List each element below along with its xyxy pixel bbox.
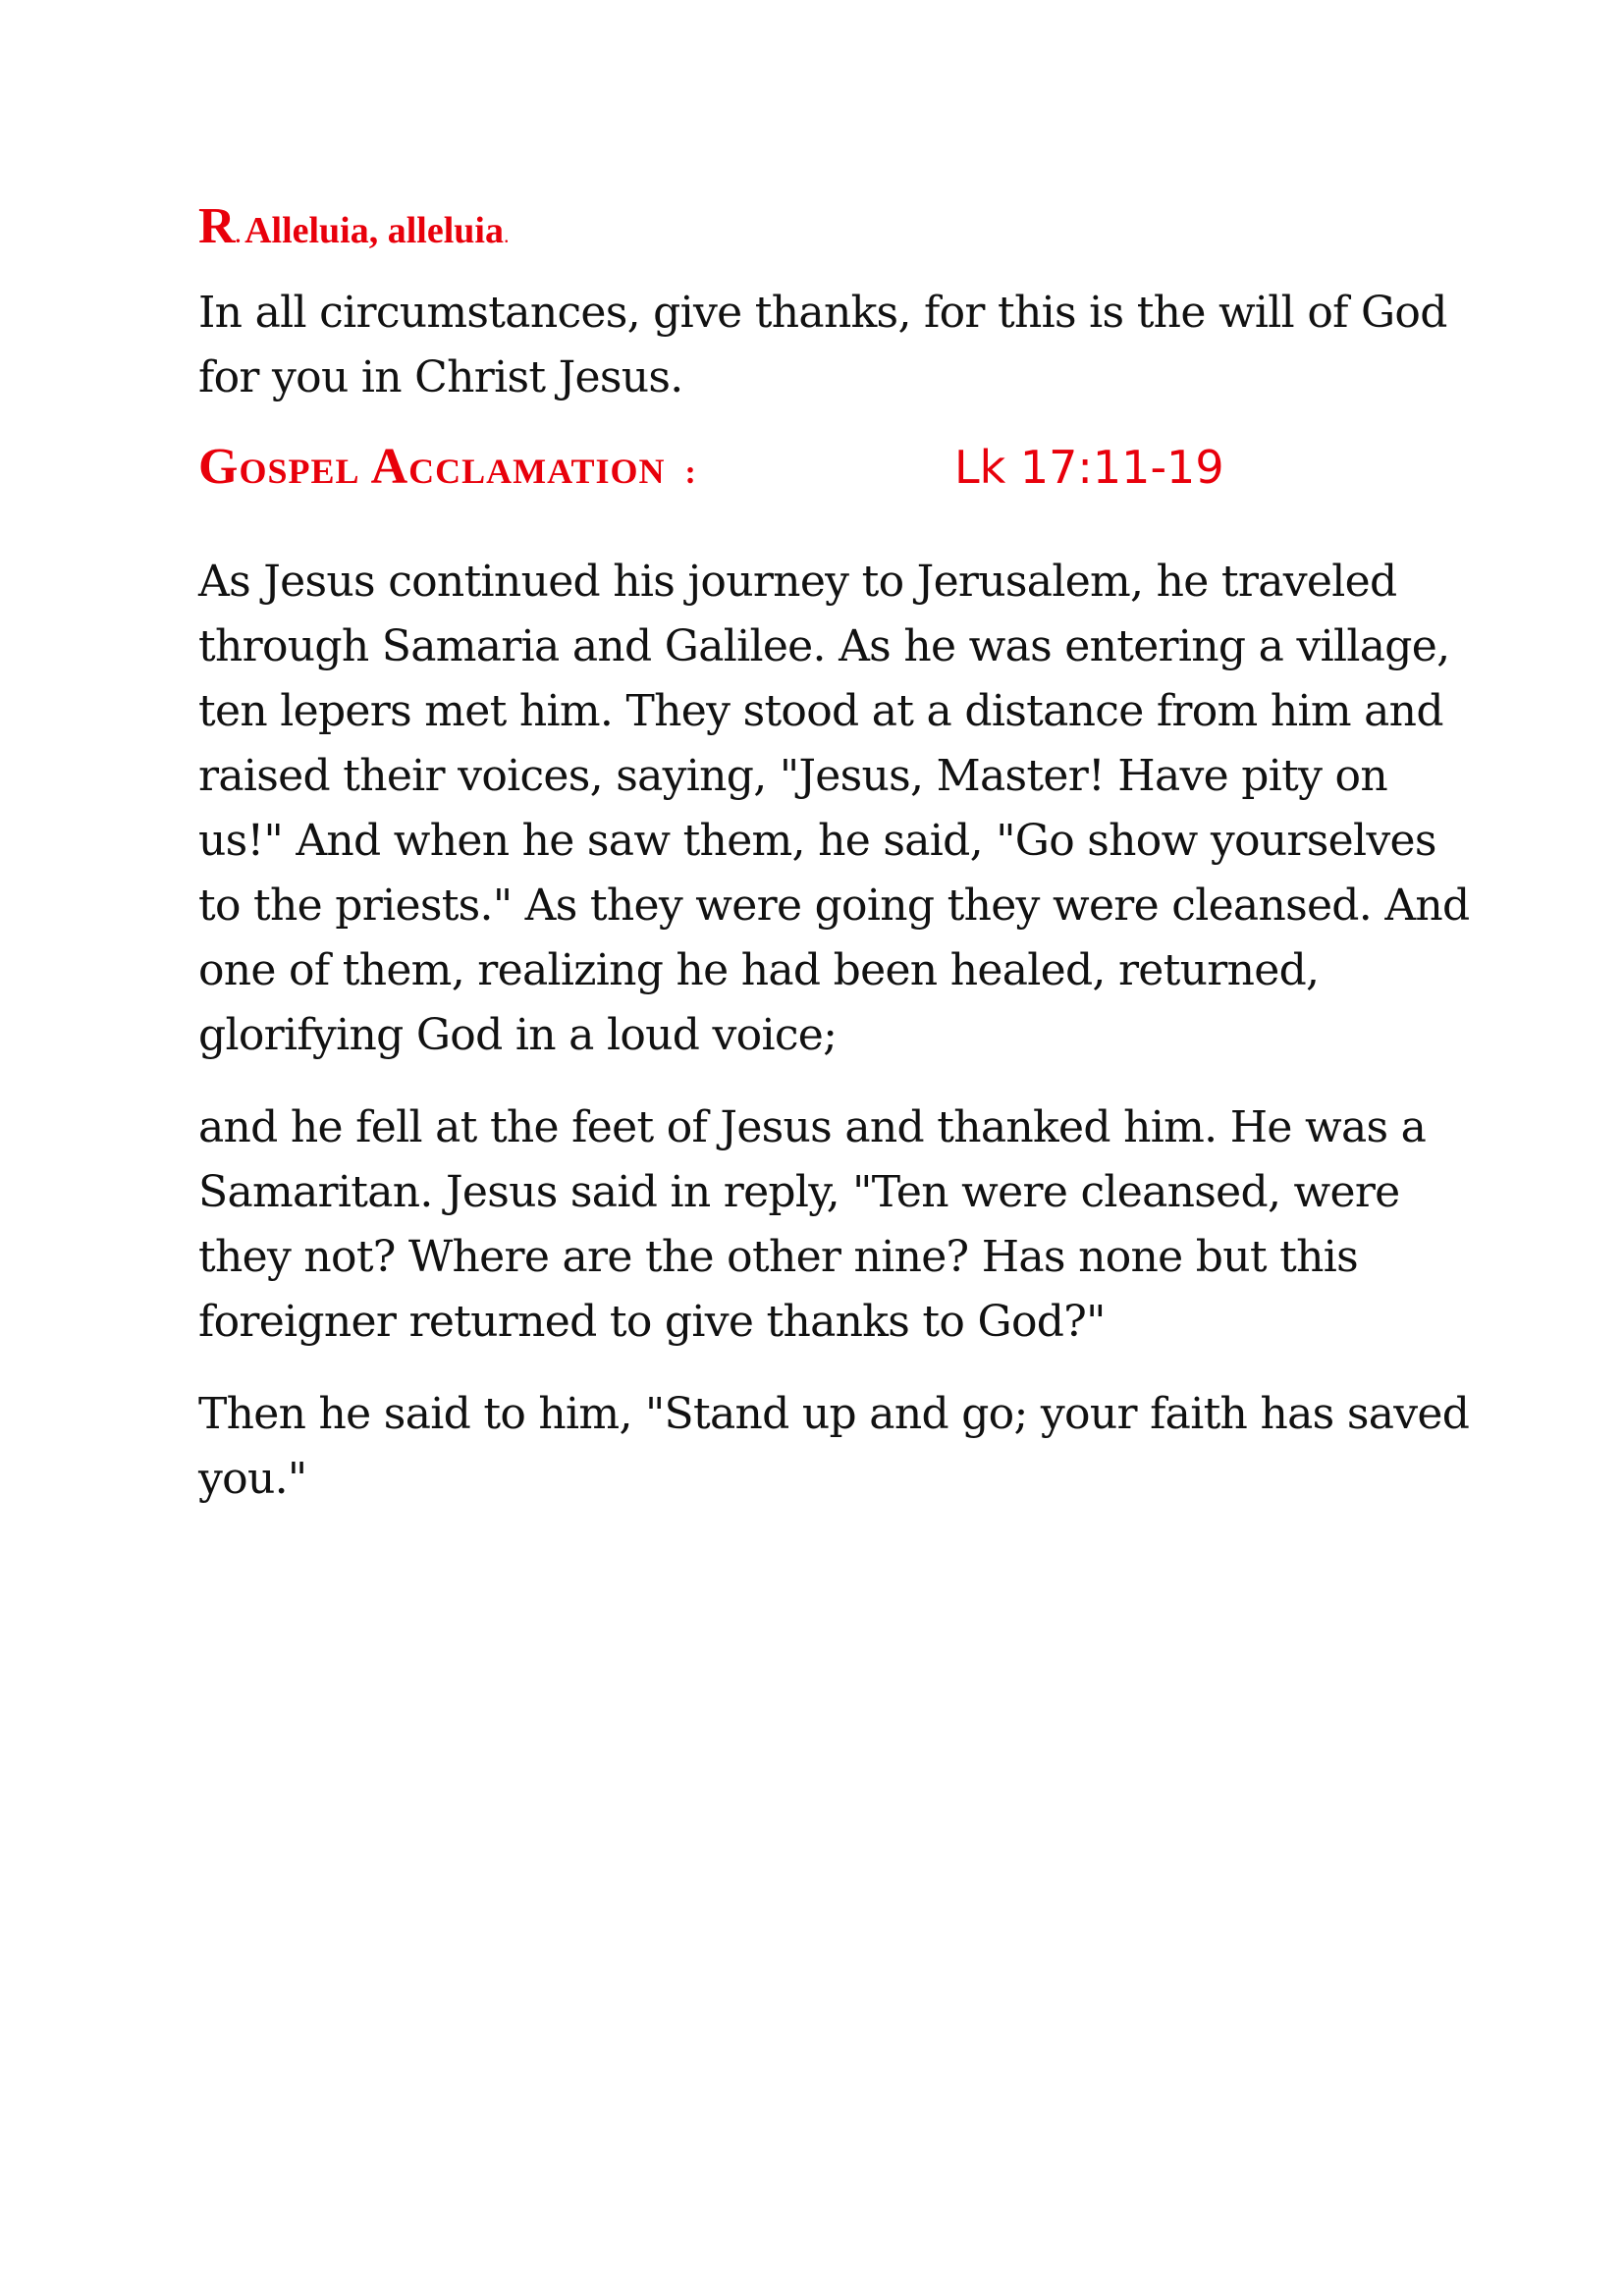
response-marker: R xyxy=(198,198,236,254)
gospel-paragraph: As Jesus continued his journey to Jerusalem, he traveled through Samaria and Galilee. As he was entering a village, ten lepers met him. They stood at a distance from him and raised their voices, saying, "Jesus, Master! Have pity on us!" And when he saw them, he said, "Go show yourselves to the priests." As they were going they were cleansed. And one of them, realizing he had been healed, returned, glorifying God in a loud voice; xyxy=(198,557,1470,1061)
response-marker-dot: . xyxy=(235,223,242,247)
acclamation-verse: In all circumstances, give thanks, for this is the will of God for you in Christ Jesus. xyxy=(198,288,1447,403)
heading-colon: : xyxy=(684,454,696,492)
section-heading xyxy=(198,438,1475,507)
scripture-reference: Lk 17:11-19 xyxy=(954,441,1224,495)
heading-title: Gospel Acclamation xyxy=(198,439,666,496)
gospel-paragraph: and he fell at the feet of Jesus and thanked him. He was a Samaritan. Jesus said in reply, "Ten were cleansed, were they not? Where are the other nine? Has none but this foreigner returned to give thanks to God?" xyxy=(198,1102,1427,1348)
response-tail-dot: . xyxy=(503,223,510,247)
response-text: Alleluia, alleluia xyxy=(244,210,504,251)
document-page xyxy=(198,196,1475,1539)
response-line xyxy=(198,196,1475,257)
gospel-paragraph: Then he said to him, "Stand up and go; your faith has saved you." xyxy=(198,1389,1470,1505)
